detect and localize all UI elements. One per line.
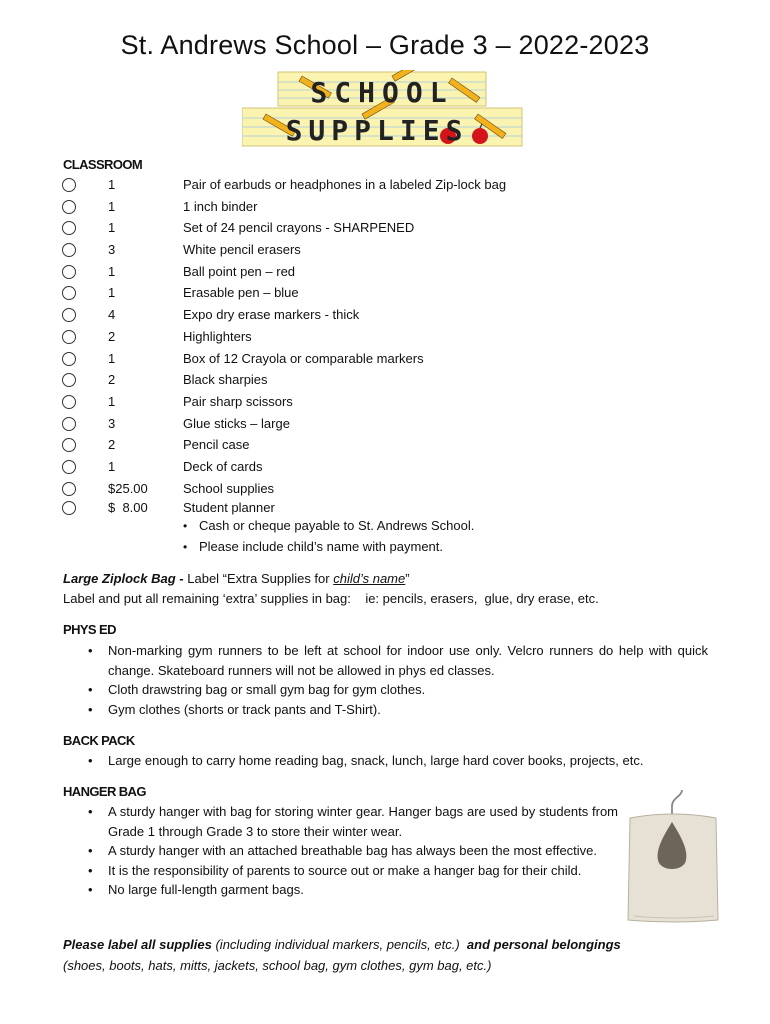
footer-examples: (shoes, boots, hats, mitts, jackets, school bag, gym clothes, gym bag, etc.) bbox=[63, 958, 492, 973]
supply-qty: 1 bbox=[108, 263, 116, 279]
supply-qty: 1 bbox=[108, 350, 116, 366]
hanger-bag-image bbox=[626, 788, 720, 926]
supply-row bbox=[62, 413, 622, 435]
supply-qty: 3 bbox=[108, 415, 116, 431]
ziplock-childs-name: child’s name bbox=[333, 571, 406, 586]
supply-qty: 4 bbox=[108, 307, 116, 323]
ziplock-heading: Large Ziplock Bag - bbox=[63, 571, 184, 586]
supply-row bbox=[62, 282, 622, 304]
supply-qty: $ 8.00 bbox=[108, 499, 148, 515]
list-item: • Large enough to carry home reading bag, snack, lunch, large hard cover books, projects, etc. bbox=[88, 751, 708, 771]
backpack-list bbox=[88, 751, 708, 771]
checkbox[interactable] bbox=[62, 330, 76, 344]
checkbox[interactable] bbox=[62, 417, 76, 431]
ziplock-label-text: Label “Extra Supplies for bbox=[183, 571, 334, 586]
classroom-supply-list bbox=[62, 174, 622, 518]
supply-row bbox=[62, 304, 622, 326]
supply-item: Black sharpies bbox=[183, 372, 268, 388]
supply-row bbox=[62, 239, 622, 261]
page-title: St. Andrews School – Grade 3 – 2022-2023 bbox=[120, 30, 650, 60]
checkbox[interactable] bbox=[62, 200, 76, 214]
supply-item: School supplies bbox=[183, 480, 275, 496]
supply-qty: 1 bbox=[108, 393, 116, 409]
supply-row bbox=[62, 348, 622, 370]
hangerbag-heading: HANGER BAG bbox=[63, 784, 146, 799]
hangerbag-list bbox=[88, 802, 618, 900]
checkbox[interactable] bbox=[62, 373, 76, 387]
supply-qty: 2 bbox=[108, 437, 116, 453]
list-item: • No large full-length garment bags. bbox=[88, 880, 618, 900]
checkbox[interactable] bbox=[62, 395, 76, 409]
supply-item: Ball point pen – red bbox=[183, 263, 296, 279]
supply-item: Student planner bbox=[183, 499, 275, 515]
logo-line2: SUPPLIES bbox=[285, 114, 469, 147]
ziplock-label-line bbox=[63, 571, 410, 586]
supply-item: 1 inch binder bbox=[183, 198, 258, 214]
backpack-heading: BACK PACK bbox=[63, 733, 135, 748]
supply-qty: 1 bbox=[108, 458, 116, 474]
supply-item: White pencil erasers bbox=[183, 242, 301, 258]
list-item: • A sturdy hanger with bag for storing winter gear. Hanger bags are used by students from Grade 1 through Grade 3 to store their winter wear. bbox=[88, 802, 618, 841]
supply-item: Erasable pen – blue bbox=[183, 285, 299, 301]
footer-bold-2: and personal belongings bbox=[466, 937, 621, 952]
supply-qty: 3 bbox=[108, 242, 116, 258]
footer-bold-1: Please label all supplies bbox=[63, 937, 212, 952]
checkbox[interactable] bbox=[62, 243, 76, 257]
ziplock-label-end: ” bbox=[405, 571, 410, 586]
supply-qty: $25.00 bbox=[108, 480, 148, 496]
checkbox[interactable] bbox=[62, 308, 76, 322]
supply-row bbox=[62, 391, 622, 413]
checkbox[interactable] bbox=[62, 352, 76, 366]
list-item: • Non-marking gym runners to be left at school for indoor use only. Velcro runners do help with quick change. Skateboard runners will not be allowed in phys ed classes. bbox=[88, 641, 708, 680]
classroom-heading: CLASSROOM bbox=[63, 157, 143, 172]
supply-qty: 1 bbox=[108, 198, 116, 214]
supply-item: Set of 24 pencil crayons - SHARPENED bbox=[183, 220, 415, 236]
supply-row bbox=[62, 478, 622, 497]
supply-row bbox=[62, 497, 622, 519]
supply-row bbox=[62, 326, 622, 348]
logo-line1: SCHOOL bbox=[310, 76, 454, 109]
footer-note bbox=[63, 937, 621, 952]
supply-row bbox=[62, 261, 622, 283]
supply-item: Highlighters bbox=[183, 328, 252, 344]
supply-row bbox=[62, 369, 622, 391]
footer-mid: (including individual markers, pencils, etc.) bbox=[211, 937, 467, 952]
checkbox[interactable] bbox=[62, 265, 76, 279]
school-supplies-logo bbox=[242, 70, 532, 150]
checkbox[interactable] bbox=[62, 501, 76, 515]
checkbox[interactable] bbox=[62, 482, 76, 496]
checkbox[interactable] bbox=[62, 178, 76, 192]
ziplock-instructions: Label and put all remaining ‘extra’ supplies in bag: ie: pencils, erasers, glue, dry erase, etc. bbox=[63, 591, 599, 606]
supply-item: Deck of cards bbox=[183, 458, 263, 474]
supply-item: Box of 12 Crayola or comparable markers bbox=[183, 350, 424, 366]
supply-item: Glue sticks – large bbox=[183, 415, 290, 431]
supply-row bbox=[62, 434, 622, 456]
planner-notes bbox=[183, 518, 474, 560]
checkbox[interactable] bbox=[62, 460, 76, 474]
physed-list bbox=[88, 641, 708, 719]
supply-row bbox=[62, 196, 622, 218]
supply-qty: 2 bbox=[108, 372, 116, 388]
supply-item: Pencil case bbox=[183, 437, 250, 453]
checkbox[interactable] bbox=[62, 286, 76, 300]
checkbox[interactable] bbox=[62, 221, 76, 235]
list-item: • It is the responsibility of parents to source out or make a hanger bag for their child. bbox=[88, 861, 618, 881]
supply-row bbox=[62, 456, 622, 478]
list-item: • A sturdy hanger with an attached breathable bag has always been the most effective. bbox=[88, 841, 618, 861]
supply-item: Pair sharp scissors bbox=[183, 393, 293, 409]
supply-qty: 1 bbox=[108, 285, 116, 301]
planner-note: • Please include child’s name with payment. bbox=[183, 539, 474, 560]
list-item: • Cloth drawstring bag or small gym bag for gym clothes. bbox=[88, 680, 708, 700]
supply-row bbox=[62, 174, 622, 196]
planner-note: • Cash or cheque payable to St. Andrews School. bbox=[183, 518, 474, 539]
supply-qty: 1 bbox=[108, 220, 116, 236]
supply-row bbox=[62, 217, 622, 239]
list-item: • Gym clothes (shorts or track pants and T-Shirt). bbox=[88, 700, 708, 720]
supply-qty: 1 bbox=[108, 177, 116, 192]
supply-item: Pair of earbuds or headphones in a labeled Zip-lock bag bbox=[183, 177, 507, 192]
supply-qty: 2 bbox=[108, 328, 116, 344]
physed-heading: PHYS ED bbox=[63, 622, 116, 637]
supply-item: Expo dry erase markers - thick bbox=[183, 307, 360, 323]
checkbox[interactable] bbox=[62, 438, 76, 452]
